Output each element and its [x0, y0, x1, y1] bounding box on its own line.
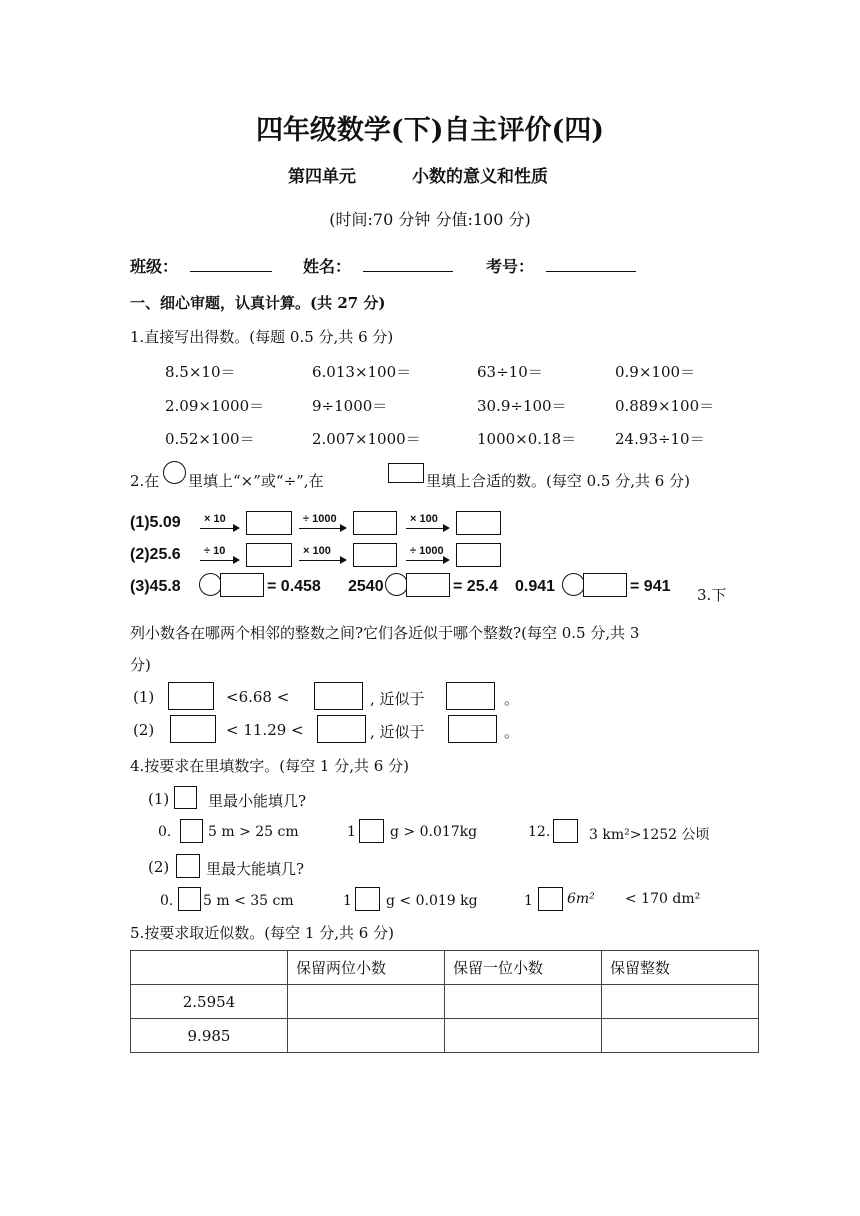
digit-box[interactable]: [355, 887, 380, 911]
exam-no-label: 考号：: [486, 257, 535, 276]
table-header-row: [131, 951, 759, 985]
q4-post: g < 0.019 kg: [386, 893, 478, 909]
arrow-icon: [299, 560, 345, 561]
q2-prompt-a: 2.在: [130, 472, 160, 490]
operator-circle[interactable]: [385, 573, 408, 596]
exam-info: (时间:70 分钟 分值:100 分): [329, 210, 531, 229]
answer-box[interactable]: [168, 682, 214, 710]
q1-item: 8.5×10＝: [165, 363, 236, 381]
answer-box[interactable]: [220, 573, 264, 597]
q3-r1-mid: <6.68 <: [226, 688, 290, 706]
q3-r1-tail: , 近似于: [370, 690, 425, 708]
q2-row3-rhs: = 941: [630, 578, 671, 595]
q2-prompt-c: 里填上合适的数。(每空 0.5 分,共 6 分): [426, 472, 690, 490]
q4-post: 5 m < 35 cm: [203, 893, 294, 909]
table-header: 保留两位小数: [288, 951, 445, 985]
q2-op: × 100: [410, 513, 438, 525]
answer-box[interactable]: [170, 715, 216, 743]
q2-row3-lhs: 2540: [348, 578, 384, 595]
answer-cell[interactable]: [602, 1019, 759, 1053]
q4-p1-num: (1): [148, 790, 170, 808]
answer-box[interactable]: [456, 543, 501, 567]
operator-circle[interactable]: [199, 573, 222, 596]
unit-label: 第四单元: [288, 167, 356, 187]
q1-item: 0.889×100＝: [615, 397, 715, 415]
q2-row1-label: (1)5.09: [130, 514, 181, 531]
arrow-icon: [200, 560, 238, 561]
q3-prompt-a: 3.下: [697, 586, 727, 604]
answer-box[interactable]: [456, 511, 501, 535]
answer-box[interactable]: [583, 573, 627, 597]
page-title: 四年级数学(下)自主评价(四): [255, 115, 605, 146]
rounding-table: [130, 950, 759, 1053]
table-row: [131, 985, 759, 1019]
q3-r2-end: 。: [504, 723, 520, 741]
q3-r1-num: (1): [133, 688, 155, 706]
digit-box[interactable]: [180, 819, 203, 843]
digit-box[interactable]: [178, 887, 201, 911]
name-field[interactable]: [363, 271, 453, 272]
q2-prompt-b: 里填上“×”或“÷”,在: [188, 472, 324, 490]
q4-post: 6m²: [567, 891, 595, 907]
answer-box-icon: [388, 463, 424, 483]
class-field[interactable]: [190, 271, 272, 272]
q4-pre: 0.: [160, 893, 174, 909]
q3-prompt-c: 分): [130, 656, 151, 674]
answer-box[interactable]: [446, 682, 495, 710]
q3-r2-mid: < 11.29 <: [226, 721, 304, 739]
table-cell: 9.985: [131, 1019, 288, 1053]
q4-post: 5 m > 25 cm: [208, 824, 299, 840]
answer-box[interactable]: [353, 543, 397, 567]
answer-box[interactable]: [314, 682, 363, 710]
q4-p2-num: (2): [148, 858, 170, 876]
q3-r2-num: (2): [133, 721, 155, 739]
q4-pre: 0.: [158, 824, 172, 840]
q3-prompt-b: 列小数各在哪两个相邻的整数之间?它们各近似于哪个整数?(每空 0.5 分,共 3: [130, 624, 640, 642]
q2-row2-label: (2)25.6: [130, 546, 181, 563]
q4-p2-text: 里最大能填几?: [206, 860, 305, 878]
q1-item: 63÷10＝: [477, 363, 543, 381]
q4-pre: 12.: [528, 824, 551, 840]
q1-item: 0.52×100＝: [165, 430, 255, 448]
q5-prompt: 5.按要求取近似数。(每空 1 分,共 6 分): [130, 924, 394, 942]
q4-p1-text: 里最小能填几?: [208, 792, 307, 810]
answer-cell[interactable]: [445, 985, 602, 1019]
digit-box[interactable]: [553, 819, 578, 843]
answer-box[interactable]: [406, 573, 450, 597]
q4-post: 3 km²>1252 公顷: [589, 827, 710, 843]
arrow-icon: [406, 528, 448, 529]
digit-box[interactable]: [359, 819, 384, 843]
name-label: 姓名：: [303, 257, 352, 276]
digit-box-icon: [174, 786, 197, 809]
table-cell: 2.5954: [131, 985, 288, 1019]
q2-op: ÷ 1000: [410, 545, 444, 557]
q2-row3-rhs: = 0.458: [267, 578, 321, 595]
answer-box[interactable]: [353, 511, 397, 535]
q1-item: 0.9×100＝: [615, 363, 696, 381]
operator-circle-icon: [163, 461, 186, 484]
arrow-icon: [299, 528, 345, 529]
q1-item: 6.013×100＝: [312, 363, 412, 381]
exam-no-field[interactable]: [546, 271, 636, 272]
answer-box[interactable]: [246, 511, 292, 535]
q4-pre: 1: [347, 824, 356, 840]
q1-item: 2.007×1000＝: [312, 430, 421, 448]
answer-box[interactable]: [246, 543, 292, 567]
q1-item: 30.9÷100＝: [477, 397, 567, 415]
answer-cell[interactable]: [445, 1019, 602, 1053]
table-header: 保留一位小数: [445, 951, 602, 985]
digit-box-icon: [176, 854, 200, 878]
arrow-icon: [406, 560, 448, 561]
section-1-heading: 一、细心审题，认真计算。(共 27 分): [130, 294, 386, 312]
q2-row3-lhs: 0.941: [515, 578, 556, 595]
q3-r1-end: 。: [504, 690, 520, 708]
q1-item: 2.09×1000＝: [165, 397, 265, 415]
q2-row3-rhs: = 25.4: [453, 578, 498, 595]
operator-circle[interactable]: [562, 573, 585, 596]
answer-cell[interactable]: [288, 1019, 445, 1053]
digit-box[interactable]: [538, 887, 563, 911]
q1-item: 9÷1000＝: [312, 397, 388, 415]
q3-r2-tail: , 近似于: [370, 723, 425, 741]
table-header: [131, 951, 288, 985]
q1-item: 1000×0.18＝: [477, 430, 577, 448]
table-header: 保留整数: [602, 951, 759, 985]
unit-topic: 小数的意义和性质: [412, 167, 548, 187]
q4-pre: 1: [524, 893, 533, 909]
q4-post: g > 0.017kg: [390, 824, 478, 840]
q4-pre: 1: [343, 893, 352, 909]
q2-op: × 10: [204, 513, 226, 525]
q1-prompt: 1.直接写出得数。(每题 0.5 分,共 6 分): [130, 328, 394, 346]
answer-box[interactable]: [448, 715, 497, 743]
q4-prompt: 4.按要求在里填数字。(每空 1 分,共 6 分): [130, 757, 409, 775]
answer-box[interactable]: [317, 715, 366, 743]
answer-cell[interactable]: [288, 985, 445, 1019]
q1-item: 24.93÷10＝: [615, 430, 705, 448]
q2-op: ÷ 10: [204, 545, 226, 557]
q2-op: ÷ 1000: [303, 513, 337, 525]
q2-row3-lhs: (3)45.8: [130, 578, 181, 595]
table-row: [131, 1019, 759, 1053]
arrow-icon: [200, 528, 238, 529]
q2-op: × 100: [303, 545, 331, 557]
q4-post: < 170 dm²: [625, 891, 701, 907]
answer-cell[interactable]: [602, 985, 759, 1019]
class-label: 班级：: [130, 257, 179, 276]
